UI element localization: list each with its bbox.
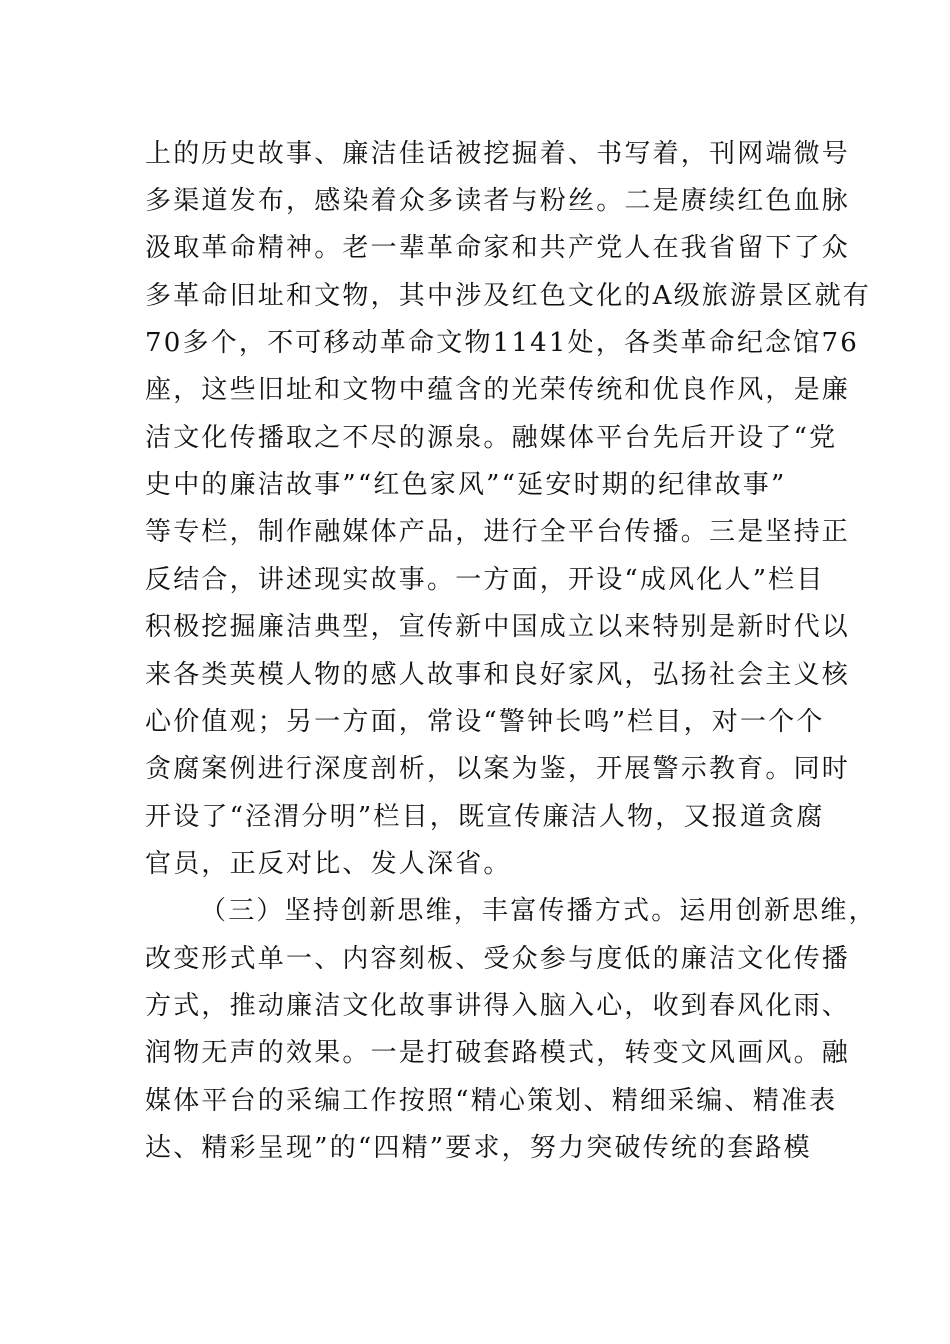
text-line: 方式，推动廉洁文化故事讲得入脑入心，收到春风化雨、 — [145, 991, 851, 1021]
text-line: 洁文化传播取之不尽的源泉。融媒体平台先后开设了“党 — [145, 423, 838, 453]
text-line: 贪腐案例进行深度剖析，以案为鉴，开展警示教育。同时 — [145, 754, 851, 784]
text-line: 来各类英模人物的感人故事和良好家风，弘扬社会主义核 — [145, 660, 851, 690]
text-line: 上的历史故事、廉洁佳话被挖掘着、书写着，刊网端微号 — [145, 139, 851, 169]
text-line: 积极挖掘廉洁典型，宣传新中国成立以来特别是新时代以 — [145, 612, 851, 642]
text-line: 媒体平台的采编工作按照“精心策划、精细采编、精准表 — [145, 1086, 838, 1116]
text-line: 多革命旧址和文物，其中涉及红色文化的A级旅游景区就有 — [145, 281, 871, 311]
text-line: 70多个，不可移动革命文物1141处，各类革命纪念馆76 — [145, 328, 859, 358]
text-line: 多渠道发布，感染着众多读者与粉丝。二是赓续红色血脉 — [145, 186, 851, 216]
text-line: 心价值观；另一方面，常设“警钟长鸣”栏目，对一个个 — [145, 707, 825, 737]
text-line: 改变形式单一、内容刻板、受众参与度低的廉洁文化传播 — [145, 944, 851, 974]
text-line: 座，这些旧址和文物中蕴含的光荣传统和优良作风，是廉 — [145, 375, 851, 405]
text-line: 反结合，讲述现实故事。一方面，开设“成风化人”栏目 — [145, 565, 825, 595]
text-line: 开设了“泾渭分明”栏目，既宣传廉洁人物，又报道贪腐 — [145, 802, 825, 832]
text-line: 达、精彩呈现”的“四精”要求，努力突破传统的套路模 — [145, 1133, 812, 1163]
section-heading-line: （三）坚持创新思维，丰富传播方式。运用创新思维， — [200, 896, 877, 926]
text-line: 等专栏，制作融媒体产品，进行全平台传播。三是坚持正 — [145, 517, 851, 547]
text-line: 官员，正反对比、发人深省。 — [145, 849, 512, 879]
text-line: 润物无声的效果。一是打破套路模式，转变文风画风。融 — [145, 1038, 851, 1068]
text-line: 汲取革命精神。老一辈革命家和共产党人在我省留下了众 — [145, 233, 851, 263]
text-line: 史中的廉洁故事”“红色家风”“延安时期的纪律故事” — [145, 470, 787, 500]
